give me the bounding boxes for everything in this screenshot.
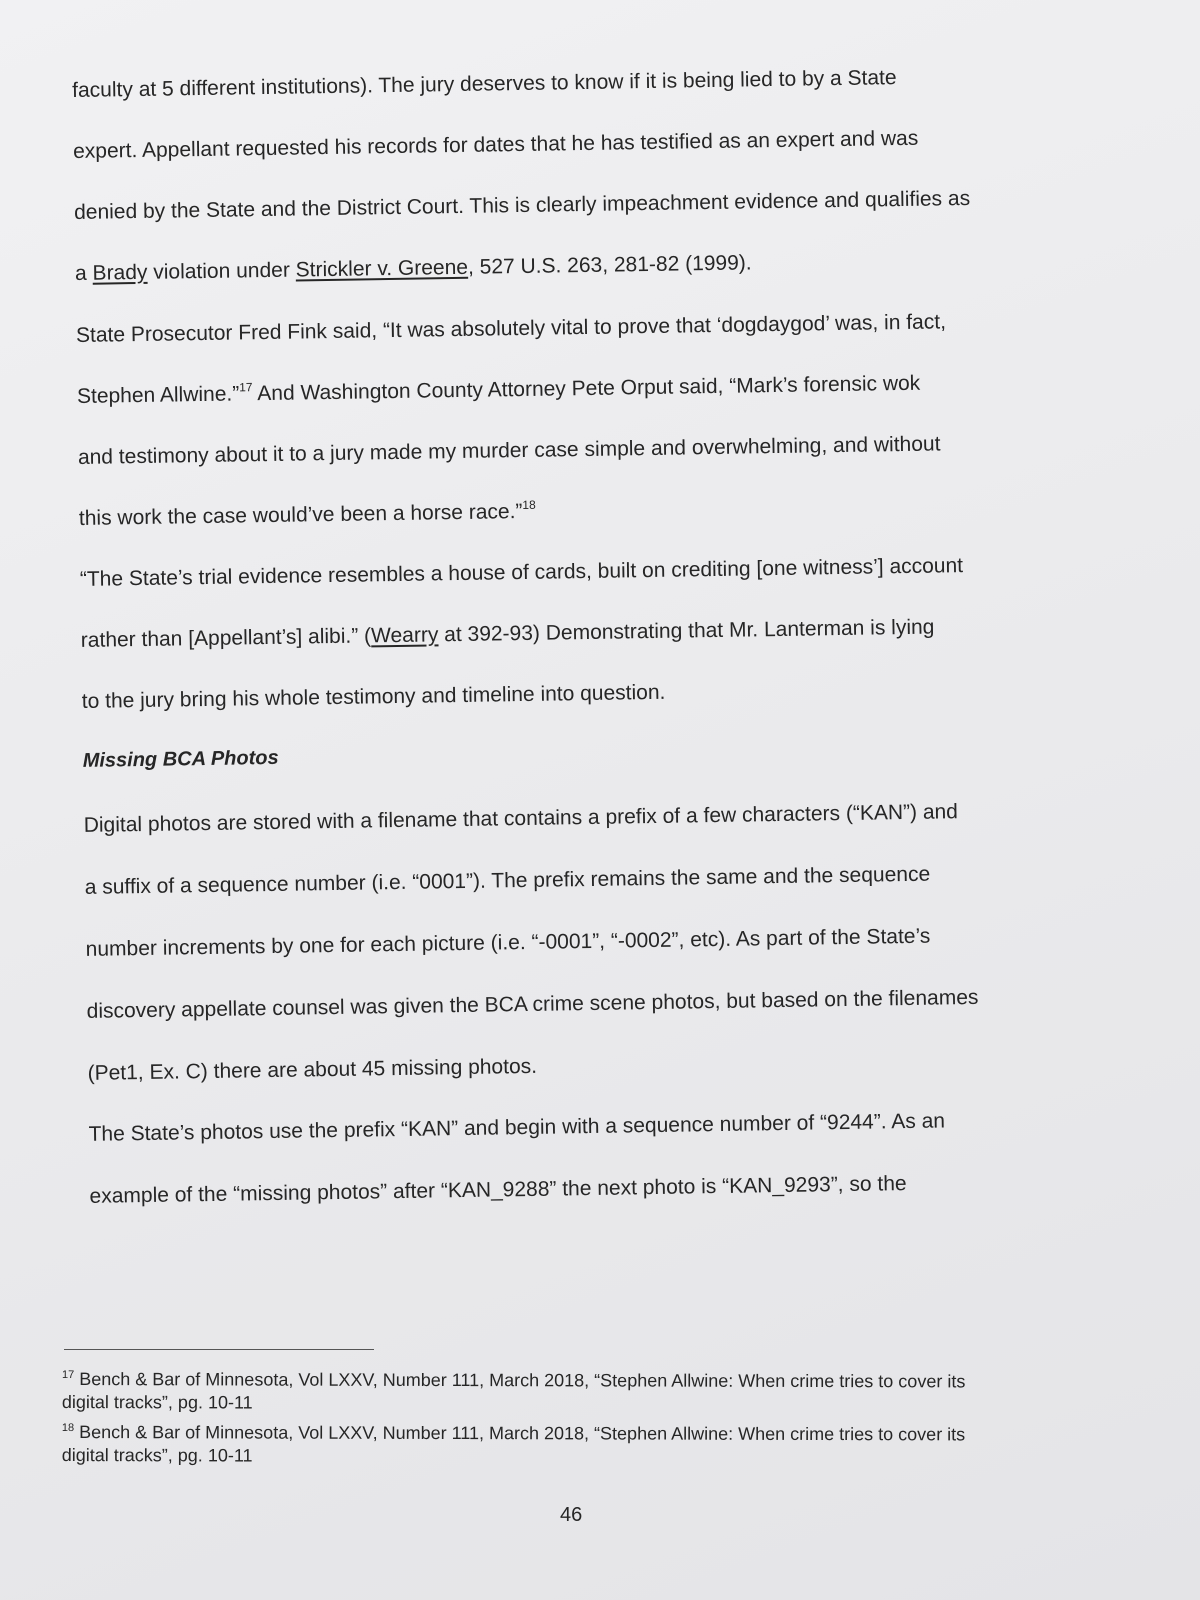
body-line	[77, 371, 921, 410]
text-run: violation under	[147, 258, 296, 284]
body-line	[81, 615, 935, 654]
footnote-number: 17	[61, 1369, 75, 1382]
body-line: State Prosecutor Fred Fink said, “It was absolutely vital to prove that ‘dogdaygod’ was, in fact,	[75, 310, 947, 347]
body-line: The State’s photos use the prefix “KAN” and begin with a sequence number of “9244”. As an	[88, 1109, 946, 1146]
case-citation-wearry: Wearry	[370, 623, 439, 648]
footnote-text: Bench & Bar of Minnesota, Vol LXXV, Number 111, March 2018, “Stephen Allwine: When crime tries to cover its	[79, 1369, 966, 1392]
body-line: faculty at 5 different institutions). The jury deserves to know if it is being lied to by a State	[72, 66, 897, 102]
footnote-number: 18	[61, 1421, 75, 1435]
body-line: (Pet1, Ex. C) there are about 45 missing photos.	[87, 1054, 538, 1085]
body-text	[72, 62, 1072, 1208]
case-citation-strickler: Strickler v. Greene	[295, 255, 469, 282]
footnote-18-cont: digital tracks”, pg. 10-11	[61, 1444, 253, 1466]
section-heading: Missing BCA Photos	[82, 746, 279, 772]
body-line: Digital photos are stored with a filename that contains a prefix of a few characters (“KAN”) and	[83, 800, 959, 837]
text-run: a	[74, 261, 93, 285]
body-line: number increments by one for each picture (i.e. “-0001”, “-0002”, etc). As part of the State’s	[85, 924, 931, 961]
text-run: this work the case would’ve been a horse race.”	[78, 499, 523, 530]
body-line: a suffix of a sequence number (i.e. “0001”). The prefix remains the same and the sequence	[84, 862, 931, 899]
footnote-17-cont: digital tracks”, pg. 10-11	[61, 1391, 253, 1413]
footnote-divider	[64, 1349, 374, 1350]
body-line: expert. Appellant requested his records for dates that he has testified as an expert and was	[72, 126, 919, 163]
body-line: example of the “missing photos” after “KAN_9288” the next photo is “KAN_9293”, so the	[89, 1172, 907, 1208]
text-run: at 392-93) Demonstrating that Mr. Lanterman is lying	[438, 615, 935, 647]
body-line: and testimony about it to a jury made my murder case simple and overwhelming, and without	[77, 432, 941, 469]
footnote-18	[62, 1421, 965, 1445]
body-line: discovery appellate counsel was given the BCA crime scene photos, but based on the filenames	[86, 985, 979, 1023]
text-run: Stephen Allwine.”	[76, 382, 240, 408]
text-run: , 527 U.S. 263, 281-82 (1999).	[467, 251, 752, 279]
body-line: denied by the State and the District Court. This is clearly impeachment evidence and qualifies as	[73, 186, 971, 224]
text-run: And Washington County Attorney Pete Orput said, “Mark’s forensic wok	[252, 371, 921, 406]
footnote-17	[62, 1368, 965, 1392]
page-number: 46	[560, 1504, 583, 1526]
text-run: rather than [Appellant’s] alibi.” (	[80, 624, 372, 652]
body-line: “The State’s trial evidence resembles a house of cards, built on crediting [one witness’] account	[79, 554, 964, 591]
footnote-ref-17: 17	[239, 380, 253, 395]
body-line	[79, 499, 536, 532]
body-line	[75, 250, 752, 287]
footnote-ref-18: 18	[522, 497, 536, 512]
footnotes	[61, 1368, 1102, 1466]
body-line: to the jury bring his whole testimony and timeline into question.	[81, 680, 666, 713]
case-citation-brady: Brady	[92, 260, 148, 285]
footnote-text: Bench & Bar of Minnesota, Vol LXXV, Number 111, March 2018, “Stephen Allwine: When crime tries to cover its	[79, 1422, 966, 1445]
